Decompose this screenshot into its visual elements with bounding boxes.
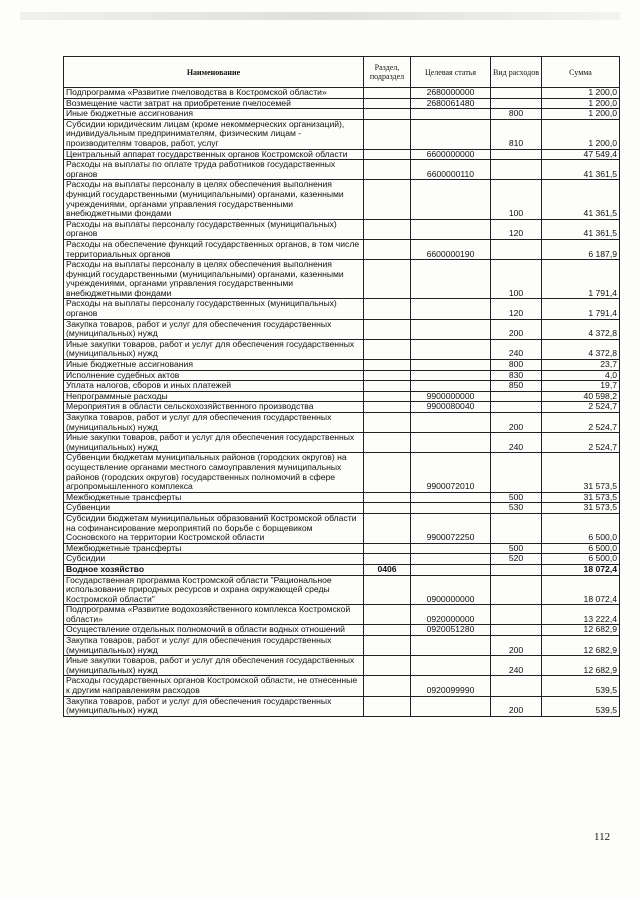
row-target-cell — [411, 564, 491, 575]
row-target-cell: 6600000000 — [411, 149, 491, 160]
row-amount-cell: 18 072,4 — [542, 575, 620, 605]
table-row — [64, 391, 620, 402]
row-target-cell — [411, 696, 491, 716]
row-target-cell — [411, 543, 491, 554]
table-row — [64, 239, 620, 259]
row-section-cell — [364, 319, 411, 339]
row-section-cell — [364, 239, 411, 259]
row-section-cell — [364, 402, 411, 413]
row-section-cell — [364, 180, 411, 219]
row-name-cell: Расходы на выплаты персоналу государственных (муниципальных) органов — [64, 219, 364, 239]
table-row — [64, 676, 620, 696]
row-amount-cell: 23,7 — [542, 360, 620, 371]
row-amount-cell: 12 682,9 — [542, 636, 620, 656]
row-type-cell: 800 — [491, 109, 542, 120]
row-section-cell — [364, 453, 411, 492]
row-section-cell: 0406 — [364, 564, 411, 575]
row-target-cell — [411, 319, 491, 339]
table-row — [64, 109, 620, 120]
row-amount-cell: 12 682,9 — [542, 625, 620, 636]
table-row — [64, 339, 620, 359]
row-target-cell — [411, 219, 491, 239]
table-row — [64, 381, 620, 392]
row-name-cell: Подпрограмма «Развитие пчеловодства в Костромской области» — [64, 88, 364, 99]
row-name-cell: Расходы на выплаты персоналу государственных (муниципальных) органов — [64, 299, 364, 319]
row-section-cell — [364, 149, 411, 160]
row-type-cell — [491, 402, 542, 413]
row-target-cell: 0900000000 — [411, 575, 491, 605]
row-target-cell — [411, 119, 491, 149]
row-amount-cell: 47 549,4 — [542, 149, 620, 160]
row-amount-cell: 19,7 — [542, 381, 620, 392]
row-target-cell — [411, 370, 491, 381]
header-amount: Сумма — [542, 57, 620, 88]
table-row — [64, 413, 620, 433]
row-name-cell: Иные закупки товаров, работ и услуг для обеспечения государственных (муниципальных) нужд — [64, 656, 364, 676]
table-row — [64, 160, 620, 180]
row-name-cell: Осуществление отдельных полномочий в области водных отношений — [64, 625, 364, 636]
row-type-cell: 530 — [491, 503, 542, 514]
row-section-cell — [364, 360, 411, 371]
row-section-cell — [364, 575, 411, 605]
row-name-cell: Субсидии юридическим лицам (кроме некоммерческих организаций), индивидуальным предпринимателям, физическим лицам - производителям товаров, работ, услуг — [64, 119, 364, 149]
header-name: Наименование — [64, 57, 364, 88]
row-type-cell: 500 — [491, 543, 542, 554]
header-target: Целевая статья — [411, 57, 491, 88]
row-name-cell: Расходы на выплаты персоналу в целях обеспечения выполнения функций государственными (муниципальными) органами, казенными учреждениями, органами управления государственными внебюджетными фондами — [64, 260, 364, 299]
row-amount-cell: 4,0 — [542, 370, 620, 381]
row-type-cell — [491, 160, 542, 180]
row-target-cell: 2680061480 — [411, 98, 491, 109]
table-row — [64, 554, 620, 565]
row-name-cell: Возмещение части затрат на приобретение пчелосемей — [64, 98, 364, 109]
table-row — [64, 402, 620, 413]
table-body — [64, 88, 620, 717]
row-type-cell: 240 — [491, 656, 542, 676]
row-section-cell — [364, 433, 411, 453]
row-section-cell — [364, 413, 411, 433]
budget-table — [63, 56, 620, 717]
row-name-cell: Закупка товаров, работ и услуг для обеспечения государственных (муниципальных) нужд — [64, 319, 364, 339]
row-name-cell: Иные бюджетные ассигнования — [64, 109, 364, 120]
row-amount-cell: 6 500,0 — [542, 513, 620, 543]
row-section-cell — [364, 625, 411, 636]
row-amount-cell: 41 361,5 — [542, 160, 620, 180]
row-type-cell: 240 — [491, 339, 542, 359]
row-name-cell: Расходы на выплаты по оплате труда работников государственных органов — [64, 160, 364, 180]
row-name-cell: Иные закупки товаров, работ и услуг для обеспечения государственных (муниципальных) нужд — [64, 433, 364, 453]
row-target-cell — [411, 180, 491, 219]
row-section-cell — [364, 109, 411, 120]
row-target-cell — [411, 381, 491, 392]
row-section-cell — [364, 656, 411, 676]
row-amount-cell: 2 524,7 — [542, 402, 620, 413]
row-type-cell: 120 — [491, 219, 542, 239]
row-target-cell: 6600000190 — [411, 239, 491, 259]
row-section-cell — [364, 543, 411, 554]
table-row — [64, 98, 620, 109]
row-amount-cell: 40 598,2 — [542, 391, 620, 402]
row-target-cell — [411, 656, 491, 676]
row-amount-cell: 2 524,7 — [542, 433, 620, 453]
row-target-cell: 9900072250 — [411, 513, 491, 543]
row-name-cell: Субвенции — [64, 503, 364, 514]
row-amount-cell: 539,5 — [542, 676, 620, 696]
row-type-cell: 100 — [491, 260, 542, 299]
row-target-cell — [411, 260, 491, 299]
row-section-cell — [364, 503, 411, 514]
row-section-cell — [364, 299, 411, 319]
header-section: Раздел, подраздел — [364, 57, 411, 88]
row-amount-cell: 31 573,5 — [542, 492, 620, 503]
row-amount-cell: 6 500,0 — [542, 554, 620, 565]
row-name-cell: Исполнение судебных актов — [64, 370, 364, 381]
page-number: 112 — [594, 831, 611, 843]
table-row — [64, 492, 620, 503]
row-section-cell — [364, 676, 411, 696]
row-name-cell: Закупка товаров, работ и услуг для обеспечения государственных (муниципальных) нужд — [64, 696, 364, 716]
budget-table-container — [63, 56, 619, 717]
row-name-cell: Закупка товаров, работ и услуг для обеспечения государственных (муниципальных) нужд — [64, 413, 364, 433]
row-amount-cell: 1 200,0 — [542, 98, 620, 109]
row-target-cell — [411, 299, 491, 319]
row-amount-cell: 1 200,0 — [542, 119, 620, 149]
row-amount-cell: 6 500,0 — [542, 543, 620, 554]
row-section-cell — [364, 98, 411, 109]
row-type-cell: 200 — [491, 636, 542, 656]
row-amount-cell: 13 222,4 — [542, 605, 620, 625]
table-row — [64, 575, 620, 605]
row-amount-cell: 18 072,4 — [542, 564, 620, 575]
row-name-cell: Иные бюджетные ассигнования — [64, 360, 364, 371]
table-row — [64, 696, 620, 716]
table-row — [64, 625, 620, 636]
row-amount-cell: 12 682,9 — [542, 656, 620, 676]
row-type-cell: 120 — [491, 299, 542, 319]
row-section-cell — [364, 513, 411, 543]
row-name-cell: Расходы государственных органов Костромской области, не отнесенные к другим направлениям расходов — [64, 676, 364, 696]
table-row — [64, 513, 620, 543]
row-type-cell — [491, 88, 542, 99]
row-name-cell: Закупка товаров, работ и услуг для обеспечения государственных (муниципальных) нужд — [64, 636, 364, 656]
row-amount-cell: 539,5 — [542, 696, 620, 716]
row-amount-cell: 1 200,0 — [542, 109, 620, 120]
row-section-cell — [364, 119, 411, 149]
table-row — [64, 636, 620, 656]
row-section-cell — [364, 339, 411, 359]
row-target-cell — [411, 109, 491, 120]
row-amount-cell: 31 573,5 — [542, 503, 620, 514]
table-row — [64, 299, 620, 319]
table-row — [64, 605, 620, 625]
row-type-cell — [491, 564, 542, 575]
row-name-cell: Субсидии бюджетам муниципальных образований Костромской области на софинансирование мероприятий по борьбе с борщевиком Сосновского на территории Костромской области — [64, 513, 364, 543]
row-type-cell — [491, 605, 542, 625]
table-row — [64, 543, 620, 554]
row-target-cell: 0920000000 — [411, 605, 491, 625]
table-row — [64, 433, 620, 453]
row-type-cell: 830 — [491, 370, 542, 381]
row-target-cell — [411, 636, 491, 656]
row-name-cell: Субсидии — [64, 554, 364, 565]
row-target-cell — [411, 554, 491, 565]
row-target-cell: 9900000000 — [411, 391, 491, 402]
row-target-cell — [411, 413, 491, 433]
row-amount-cell: 1 200,0 — [542, 88, 620, 99]
row-type-cell — [491, 239, 542, 259]
table-header-row — [64, 57, 620, 88]
row-section-cell — [364, 554, 411, 565]
row-section-cell — [364, 492, 411, 503]
row-name-cell: Расходы на выплаты персоналу в целях обеспечения выполнения функций государственными (муниципальными) органами, казенными учреждениями, органами управления государственными внебюджетными фондами — [64, 180, 364, 219]
row-type-cell: 520 — [491, 554, 542, 565]
row-section-cell — [364, 370, 411, 381]
row-name-cell: Расходы на обеспечение функций государственных органов, в том числе территориальных органов — [64, 239, 364, 259]
row-type-cell: 200 — [491, 413, 542, 433]
row-amount-cell: 41 361,5 — [542, 219, 620, 239]
row-type-cell — [491, 676, 542, 696]
row-name-cell: Подпрограмма «Развитие водохозяйственного комплекса Костромской области» — [64, 605, 364, 625]
row-type-cell — [491, 575, 542, 605]
row-type-cell: 240 — [491, 433, 542, 453]
row-name-cell: Межбюджетные трансферты — [64, 543, 364, 554]
row-amount-cell: 6 187,9 — [542, 239, 620, 259]
table-row — [64, 319, 620, 339]
row-target-cell — [411, 492, 491, 503]
row-name-cell: Межбюджетные трансферты — [64, 492, 364, 503]
row-type-cell: 200 — [491, 696, 542, 716]
row-type-cell — [491, 625, 542, 636]
row-target-cell: 6600000110 — [411, 160, 491, 180]
row-name-cell: Непрограммные расходы — [64, 391, 364, 402]
row-type-cell: 500 — [491, 492, 542, 503]
row-amount-cell: 4 372,8 — [542, 319, 620, 339]
row-section-cell — [364, 381, 411, 392]
row-target-cell — [411, 433, 491, 453]
row-name-cell: Иные закупки товаров, работ и услуг для обеспечения государственных (муниципальных) нужд — [64, 339, 364, 359]
table-row — [64, 564, 620, 575]
row-name-cell: Субвенции бюджетам муниципальных районов (городских округов) на осуществление органами местного самоуправления муниципальных районов (городских округов) государственных полномочий в сфере агропромышленного комплекса — [64, 453, 364, 492]
row-section-cell — [364, 88, 411, 99]
row-type-cell — [491, 453, 542, 492]
row-type-cell: 100 — [491, 180, 542, 219]
row-section-cell — [364, 260, 411, 299]
row-amount-cell: 1 791,4 — [542, 260, 620, 299]
row-type-cell — [491, 513, 542, 543]
table-row — [64, 503, 620, 514]
row-target-cell — [411, 360, 491, 371]
row-type-cell — [491, 149, 542, 160]
row-section-cell — [364, 160, 411, 180]
row-target-cell: 0920051280 — [411, 625, 491, 636]
row-section-cell — [364, 636, 411, 656]
row-target-cell: 2680000000 — [411, 88, 491, 99]
table-row — [64, 453, 620, 492]
table-row — [64, 370, 620, 381]
row-section-cell — [364, 605, 411, 625]
row-amount-cell: 41 361,5 — [542, 180, 620, 219]
row-name-cell: Водное хозяйство — [64, 564, 364, 575]
table-row — [64, 360, 620, 371]
row-name-cell: Уплата налогов, сборов и иных платежей — [64, 381, 364, 392]
row-target-cell: 0920099990 — [411, 676, 491, 696]
row-name-cell: Мероприятия в области сельскохозяйственного производства — [64, 402, 364, 413]
row-amount-cell: 4 372,8 — [542, 339, 620, 359]
table-row — [64, 656, 620, 676]
row-section-cell — [364, 696, 411, 716]
row-amount-cell: 1 791,4 — [542, 299, 620, 319]
row-target-cell: 9900072010 — [411, 453, 491, 492]
row-type-cell: 200 — [491, 319, 542, 339]
table-row — [64, 119, 620, 149]
row-type-cell: 810 — [491, 119, 542, 149]
row-section-cell — [364, 219, 411, 239]
row-type-cell: 800 — [491, 360, 542, 371]
row-target-cell — [411, 503, 491, 514]
table-row — [64, 88, 620, 99]
row-target-cell: 9900080040 — [411, 402, 491, 413]
row-amount-cell: 31 573,5 — [542, 453, 620, 492]
row-amount-cell: 2 524,7 — [542, 413, 620, 433]
row-section-cell — [364, 391, 411, 402]
header-type: Вид расходов — [491, 57, 542, 88]
row-type-cell — [491, 391, 542, 402]
row-type-cell: 850 — [491, 381, 542, 392]
row-target-cell — [411, 339, 491, 359]
table-row — [64, 180, 620, 219]
table-row — [64, 149, 620, 160]
row-type-cell — [491, 98, 542, 109]
row-name-cell: Государственная программа Костромской области "Рациональное использование природных ресурсов и охрана окружающей среды Костромской области" — [64, 575, 364, 605]
scan-artifact — [20, 12, 620, 20]
row-name-cell: Центральный аппарат государственных органов Костромской области — [64, 149, 364, 160]
table-row — [64, 260, 620, 299]
table-row — [64, 219, 620, 239]
